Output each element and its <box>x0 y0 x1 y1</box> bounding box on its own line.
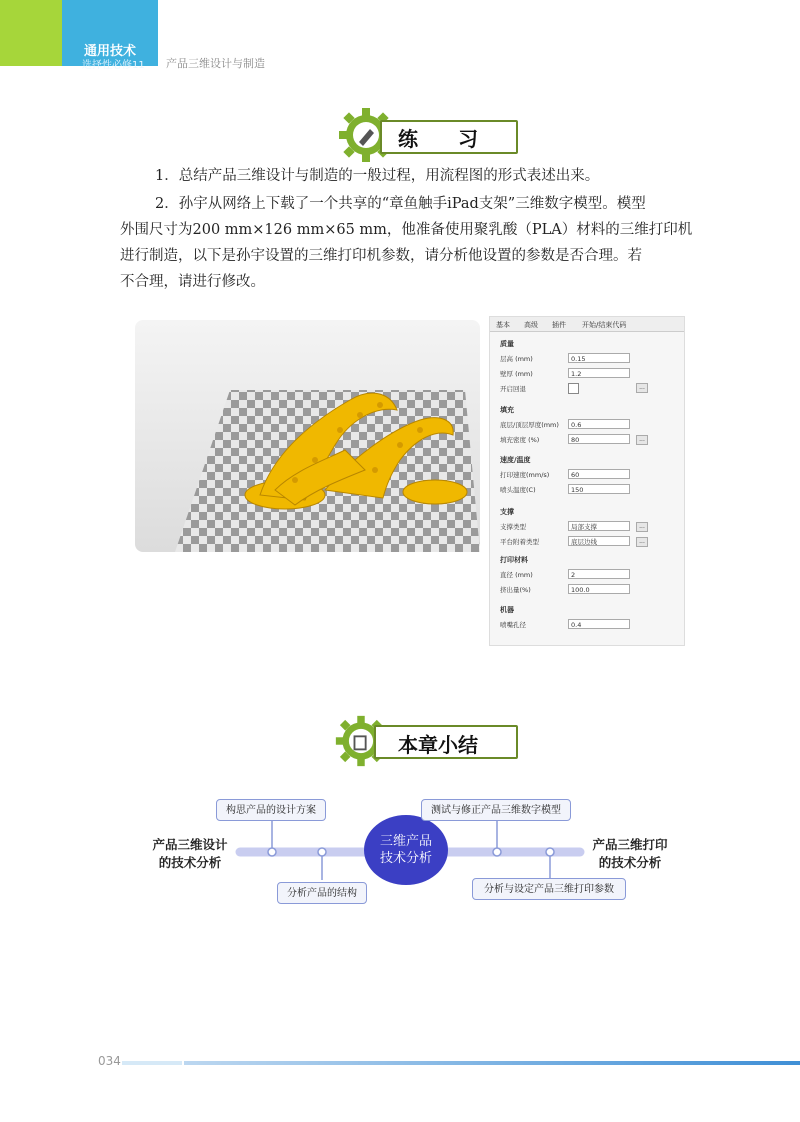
diameter-label: 直径 (mm) <box>500 571 533 579</box>
fill-density-input[interactable]: 80 <box>568 434 630 444</box>
tab-plugins[interactable]: 插件 <box>552 321 566 329</box>
question-2-line-1: 2．孙宇从网络上下载了一个共享的“章鱼触手iPad支架”三维数字模型。模型 <box>155 196 646 212</box>
settings-tabs <box>490 317 684 332</box>
footer-bar-light <box>122 1061 182 1065</box>
right-topic-line-2: 的技术分析 <box>598 855 662 870</box>
wall-thickness-label: 壁厚 (mm) <box>500 370 533 378</box>
fill-density-more-button[interactable]: ... <box>636 435 648 445</box>
question-2-line-2: 外围尺寸为200 mm×126 mm×65 mm，他准备使用聚乳酸（PLA）材料的三维打印机 <box>120 222 693 238</box>
section-quality: 质量 <box>500 340 514 348</box>
top-bottom-label: 底层/顶层厚度(mm) <box>500 421 559 429</box>
node-design-scheme: 构思产品的设计方案 <box>216 799 326 821</box>
header-green-block <box>0 0 62 66</box>
book-title: 通用技术 <box>84 44 137 59</box>
node-test-model: 测试与修正产品三维数字模型 <box>421 799 571 821</box>
printer-settings-panel <box>489 316 685 646</box>
support-type-label: 支撑类型 <box>500 523 526 531</box>
adhesion-label: 平台附着类型 <box>500 538 539 546</box>
tab-basic[interactable]: 基本 <box>496 321 510 329</box>
wall-thickness-input[interactable]: 1.2 <box>568 368 630 378</box>
center-node <box>364 833 448 867</box>
node-structure-analysis: 分析产品的结构 <box>277 882 367 904</box>
fill-density-label: 填充密度 (%) <box>500 436 540 444</box>
question-2-line-3: 进行制造，以下是孙宇设置的三维打印机参数，请分析他设置的参数是否合理。若 <box>120 248 642 264</box>
exercise-banner-title: 练 习 <box>398 127 478 151</box>
support-type-select[interactable]: 局部支撑 <box>568 521 630 531</box>
section-support: 支撑 <box>500 508 514 516</box>
question-2-line-4: 不合理，请进行修改。 <box>120 274 265 290</box>
right-topic <box>580 836 680 872</box>
node-print-params: 分析与设定产品三维打印参数 <box>472 878 626 900</box>
question-1: 1．总结产品三维设计与制造的一般过程，用流程图的形式表述出来。 <box>155 168 600 184</box>
layer-height-label: 层高 (mm) <box>500 355 533 363</box>
summary-banner-title: 本章小结 <box>398 733 478 757</box>
section-material: 打印材料 <box>500 556 528 564</box>
print-preview-image <box>135 320 480 552</box>
tab-gcode[interactable]: 开始/结束代码 <box>582 321 627 329</box>
diameter-input[interactable]: 2 <box>568 569 630 579</box>
top-bottom-input[interactable]: 0.6 <box>568 419 630 429</box>
print-speed-input[interactable]: 60 <box>568 469 630 479</box>
left-topic <box>140 836 240 872</box>
nozzle-size-input[interactable]: 0.4 <box>568 619 630 629</box>
nozzle-temp-label: 喷头温度(C) <box>500 486 536 494</box>
print-speed-label: 打印速度(mm/s) <box>500 471 550 479</box>
left-topic-line-2: 的技术分析 <box>158 855 222 870</box>
layer-height-input[interactable]: 0.15 <box>568 353 630 363</box>
right-topic-line-1: 产品三维打印 <box>592 837 668 852</box>
support-type-more-button[interactable]: ... <box>636 522 648 532</box>
tab-advanced[interactable]: 高级 <box>524 321 538 329</box>
section-speed: 速度/温度 <box>500 456 531 464</box>
section-machine: 机器 <box>500 606 514 614</box>
nozzle-temp-input[interactable]: 150 <box>568 484 630 494</box>
flow-label: 挤出量(%) <box>500 586 531 594</box>
page-number: 034 <box>98 1054 121 1068</box>
center-node-line-1: 三维产品 <box>379 834 432 849</box>
nozzle-size-label: 喷嘴孔径 <box>500 621 526 629</box>
left-topic-line-1: 产品三维设计 <box>152 837 228 852</box>
section-fill: 填充 <box>500 406 514 414</box>
retraction-label: 开启回退 <box>500 385 526 393</box>
adhesion-select[interactable]: 底层边线 <box>568 536 630 546</box>
retraction-more-button[interactable]: ... <box>636 383 648 393</box>
course-title: 产品三维设计与制造 <box>166 57 265 70</box>
footer-bar <box>184 1061 800 1065</box>
adhesion-more-button[interactable]: ... <box>636 537 648 547</box>
center-node-line-2: 技术分析 <box>379 851 432 866</box>
flow-input[interactable]: 100.0 <box>568 584 630 594</box>
retraction-checkbox[interactable] <box>568 383 579 394</box>
book-subtitle: 选择性必修11 <box>82 60 145 71</box>
